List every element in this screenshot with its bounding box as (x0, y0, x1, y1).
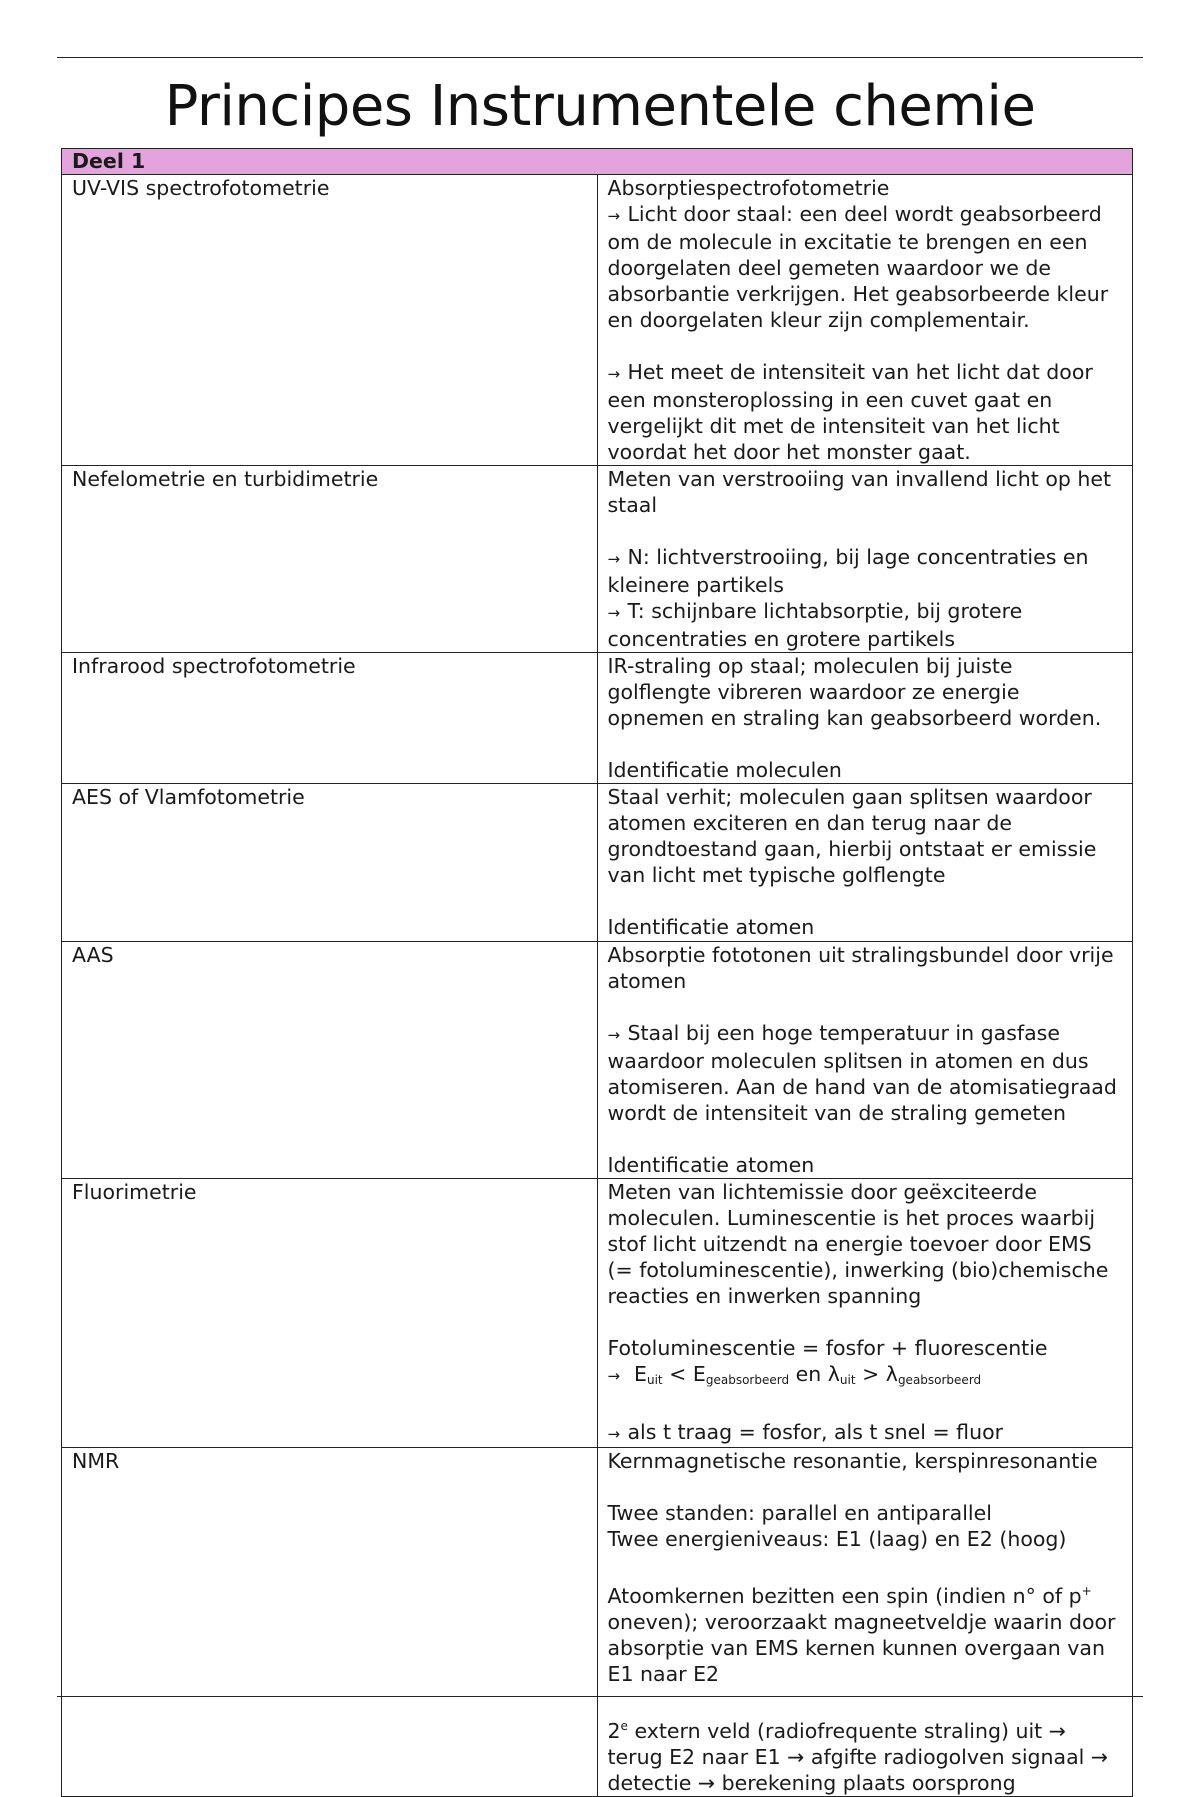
arrow-icon: → (607, 207, 621, 225)
text-line: Twee energieniveaus: E1 (laag) en E2 (hoog) (607, 1527, 1067, 1551)
content-table (61, 148, 1133, 1797)
row-label: NMR (62, 1448, 598, 1797)
text-line: Staal verhit; moleculen gaan splitsen waardoor atomen exciteren en dan terug naar de grondtoestand gaan, hierbij ontstaat er emissie van licht met typische golflengte (607, 785, 1097, 887)
text-line: 2e extern veld (radiofrequente straling) uit → terug E2 naar E1 → afgifte radiogolven signaal → detectie → berekening plaats oorsprong (607, 1719, 1109, 1795)
text-line: Identificatie atomen (607, 1153, 815, 1177)
text-line: Absorptie fototonen uit stralingsbundel door vrije atomen (607, 943, 1114, 993)
text-line: → N: lichtverstrooiing, bij lage concentraties en kleinere partikels (607, 545, 1089, 597)
page-title: Principes Instrumentele chemie (164, 74, 1036, 139)
row-content (597, 1179, 1133, 1448)
text-line: → Staal bij een hoge temperatuur in gasfase waardoor moleculen splitsen in atomen en dus atomiseren. Aan de hand van de atomisatiegraad wordt de intensiteit van de straling gemeten (607, 1021, 1117, 1125)
row-label: AAS (62, 942, 598, 1179)
text-line: Fotoluminescentie = fosfor + fluorescentie (607, 1336, 1048, 1360)
arrow-icon: → (607, 365, 621, 383)
table-row (62, 1448, 1133, 1797)
text-line: → als t traag = fosfor, als t snel = fluor (608, 1419, 1123, 1447)
text-line: → Licht door staal: een deel wordt geabsorbeerd om de molecule in excitatie te brengen en een doorgelaten deel gemeten waardoor we de absorbantie verkrijgen. Het geabsorbeerde kleur en doorgelaten kleur zijn complementair. (607, 202, 1109, 332)
text-line: Meten van verstrooiing van invallend licht op het staal (607, 467, 1112, 517)
table-row (62, 175, 1133, 466)
arrow-icon: → (607, 1026, 621, 1044)
row-label: Nefelometrie en turbidimetrie (62, 466, 598, 653)
table-row (62, 784, 1133, 942)
table-row (62, 653, 1133, 784)
text-line: Kernmagnetische resonantie, kerspinresonantie (607, 1449, 1098, 1473)
arrow-icon: → (607, 1367, 621, 1385)
arrow-icon: → (607, 550, 621, 568)
row-content (597, 175, 1133, 466)
text-line: → T: schijnbare lichtabsorptie, bij grotere concentraties en grotere partikels (607, 599, 1023, 651)
table-row (62, 942, 1133, 1179)
arrow-icon: → (607, 604, 621, 622)
table-row (62, 466, 1133, 653)
table-row (62, 1179, 1133, 1448)
bottom-rule (57, 1696, 1143, 1697)
row-content (597, 466, 1133, 653)
row-content (597, 653, 1133, 784)
row-label: Infrarood spectrofotometrie (62, 653, 598, 784)
text-line: → Het meet de intensiteit van het licht dat door een monsteroplossing in een cuvet gaat en vergelijkt dit met de intensiteit van het licht voordat het door het monster gaat. (607, 360, 1093, 464)
row-label: UV-VIS spectrofotometrie (62, 175, 598, 466)
arrow-icon: → (607, 1425, 621, 1443)
row-label: Fluorimetrie (62, 1179, 598, 1448)
text-line: IR-straling op staal; moleculen bij juiste golflengte vibreren waardoor ze energie opnemen en straling kan geabsorbeerd worden. (607, 654, 1102, 730)
row-content (597, 942, 1133, 1179)
text-line: Identificatie atomen (607, 915, 815, 939)
section-header: Deel 1 (62, 149, 1133, 175)
text-line: Twee standen: parallel en antiparallel (607, 1501, 992, 1525)
row-content (597, 1448, 1133, 1797)
row-label: AES of Vlamfotometrie (62, 784, 598, 942)
formula-line: → $E_{uit} < E_{geabsorbeerd}$ en $\lambda_{uit} > \lambda_{geabsorbeerd}$ (607, 1362, 982, 1387)
top-rule (57, 57, 1143, 58)
section-header-row (62, 149, 1133, 175)
row-content (597, 784, 1133, 942)
text-line: Atoomkernen bezitten een spin (indien n° of p+ oneven); veroorzaakt magneetveldje waarin door absorptie van EMS kernen kunnen overgaan van E1 naar E2 (607, 1584, 1116, 1686)
text-line: Meten van lichtemissie door geëxciteerde moleculen. Luminescentie is het proces waarbij stof licht uitzendt na energie toevoer door EMS (= fotoluminescentie), inwerking (bio)chemische reacties en inwerken spanning (607, 1180, 1109, 1308)
text-line: Identificatie moleculen (607, 758, 842, 782)
text-line: Absorptiespectrofotometrie (607, 176, 890, 200)
